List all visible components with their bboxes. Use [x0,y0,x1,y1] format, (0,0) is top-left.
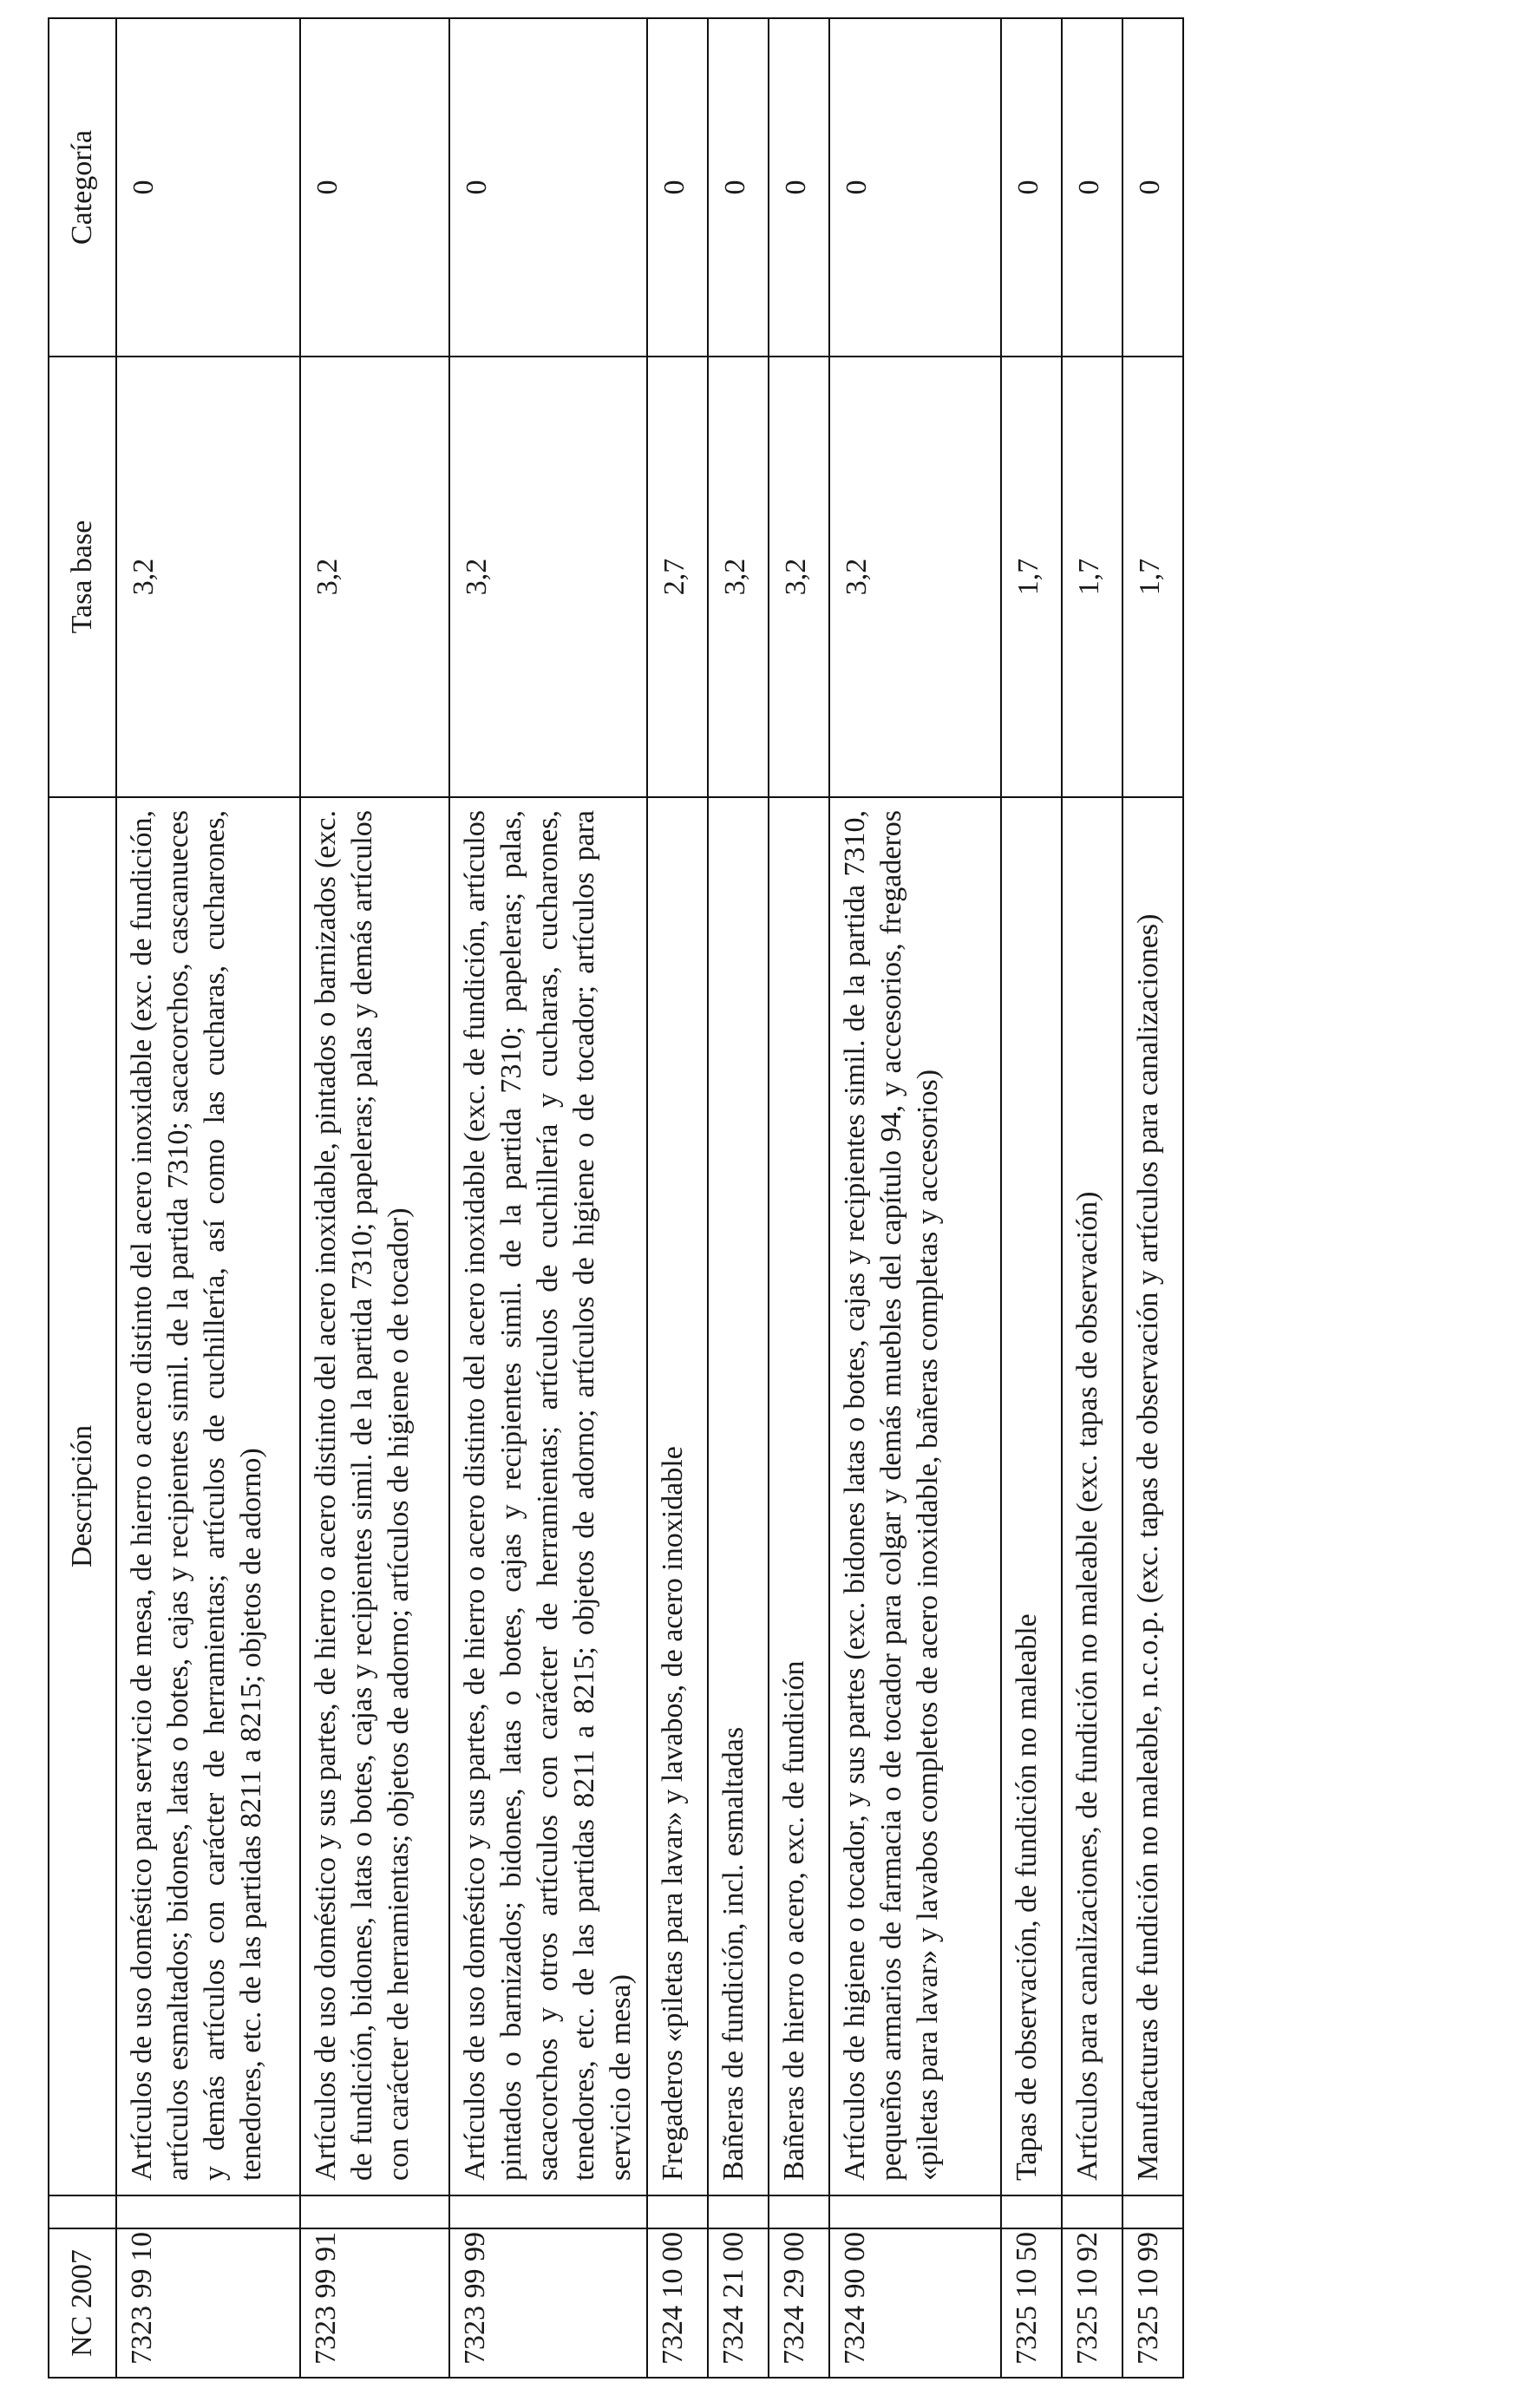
rate-cell: 3,2 [769,357,829,797]
code-cell: 7325 10 50 [1001,2228,1062,2378]
table-row [300,18,449,2378]
description-cell: Artículos de higiene o tocador, y sus partes (exc. bidones latas o botes, cajas y recipientes simil. de la partida 7310, pequeños armarios de farmacia o de tocador para colgar y demás muebles del capítulo 94, y accesorios, fregaderos «piletas para lavar» y lavabos completos de acero inoxidable, bañeras completas y accesorios) [829,797,1001,2195]
table-header-row [49,18,116,2378]
spacer-cell [116,2195,300,2228]
spacer-cell [647,2195,708,2228]
column-header-category: Categoría [49,18,116,357]
rate-cell: 1,7 [1122,357,1183,797]
category-cell: 0 [449,18,647,357]
category-cell: 0 [116,18,300,357]
code-cell: 7323 99 10 [116,2228,300,2378]
category-cell: 0 [829,18,1001,357]
category-cell: 0 [1062,18,1122,357]
table-row [116,18,300,2378]
spacer-cell [769,2195,829,2228]
code-cell: 7325 10 92 [1062,2228,1122,2378]
table-row [769,18,829,2378]
spacer-cell [829,2195,1001,2228]
rate-cell: 3,2 [300,357,449,797]
category-cell: 0 [708,18,769,357]
spacer-cell [1001,2195,1062,2228]
description-cell: Fregaderos «piletas para lavar» y lavabos, de acero inoxidable [647,797,708,2195]
table-row [1122,18,1183,2378]
spacer-cell [708,2195,769,2228]
code-cell: 7324 90 00 [829,2228,1001,2378]
description-cell: Bañeras de hierro o acero, exc. de fundición [769,797,829,2195]
table-row [708,18,769,2378]
table-row [647,18,708,2378]
code-cell: 7324 21 00 [708,2228,769,2378]
rate-cell: 2,7 [647,357,708,797]
category-cell: 0 [647,18,708,357]
description-cell: Artículos de uso doméstico y sus partes, de hierro o acero distinto del acero inoxidable (exc. de fundición, artículos pintados o barnizados; bidones, latas o botes, cajas y recipientes simil. de la partida 7310; papeleras; palas, sacacorchos y otros artículos con carácter de herramientas; artículos de cuchillería y cucharas, cucharones, tenedores, etc. de las partidas 8211 a 8215; objetos de adorno; artículos de higiene o de tocador; artículos para servicio de mesa) [449,797,647,2195]
rate-cell: 3,2 [829,357,1001,797]
category-cell: 0 [769,18,829,357]
tariff-table [48,17,1184,2379]
code-cell: 7324 10 00 [647,2228,708,2378]
rate-cell: 1,7 [1001,357,1062,797]
category-cell: 0 [1001,18,1062,357]
rate-cell: 1,7 [1062,357,1122,797]
description-cell: Manufacturas de fundición no maleable, n.c.o.p. (exc. tapas de observación y artículos para canalizaciones) [1122,797,1183,2195]
description-cell: Tapas de observación, de fundición no maleable [1001,797,1062,2195]
spacer-cell [1122,2195,1183,2228]
column-header-spacer [49,2195,116,2228]
description-cell: Artículos de uso doméstico para servicio de mesa, de hierro o acero distinto del acero inoxidable (exc. de fundición, artículos esmaltados; bidones, latas o botes, cajas y recipientes simil. de la partida 7310; sacacorchos, cascanueces y demás artículos con carácter de herramientas; artículos de cuchillería, así como las cucharas, cucharones, tenedores, etc. de las partidas 8211 a 8215; objetos de adorno) [116,797,300,2195]
rate-cell: 3,2 [116,357,300,797]
code-cell: 7325 10 99 [1122,2228,1183,2378]
rate-cell: 3,2 [449,357,647,797]
code-cell: 7324 29 00 [769,2228,829,2378]
description-cell: Artículos para canalizaciones, de fundición no maleable (exc. tapas de observación) [1062,797,1122,2195]
code-cell: 7323 99 91 [300,2228,449,2378]
table-row [1001,18,1062,2378]
code-cell: 7323 99 99 [449,2228,647,2378]
rate-cell: 3,2 [708,357,769,797]
category-cell: 0 [300,18,449,357]
column-header-rate: Tasa base [49,357,116,797]
description-cell: Artículos de uso doméstico y sus partes, de hierro o acero distinto del acero inoxidable, pintados o barnizados (exc. de fundición, bidones, latas o botes, cajas y recipientes simil. de la partida 7310; papeleras; palas y demás artículos con carácter de herramientas; objetos de adorno; artículos de higiene o de tocador) [300,797,449,2195]
description-cell: Bañeras de fundición, incl. esmaltadas [708,797,769,2195]
spacer-cell [300,2195,449,2228]
spacer-cell [1062,2195,1122,2228]
table-row [829,18,1001,2378]
table-row [1062,18,1122,2378]
category-cell: 0 [1122,18,1183,357]
table-row [449,18,647,2378]
column-header-code: NC 2007 [49,2228,116,2378]
rotated-table-page [48,19,1166,2379]
spacer-cell [449,2195,647,2228]
column-header-description: Descripción [49,797,116,2195]
